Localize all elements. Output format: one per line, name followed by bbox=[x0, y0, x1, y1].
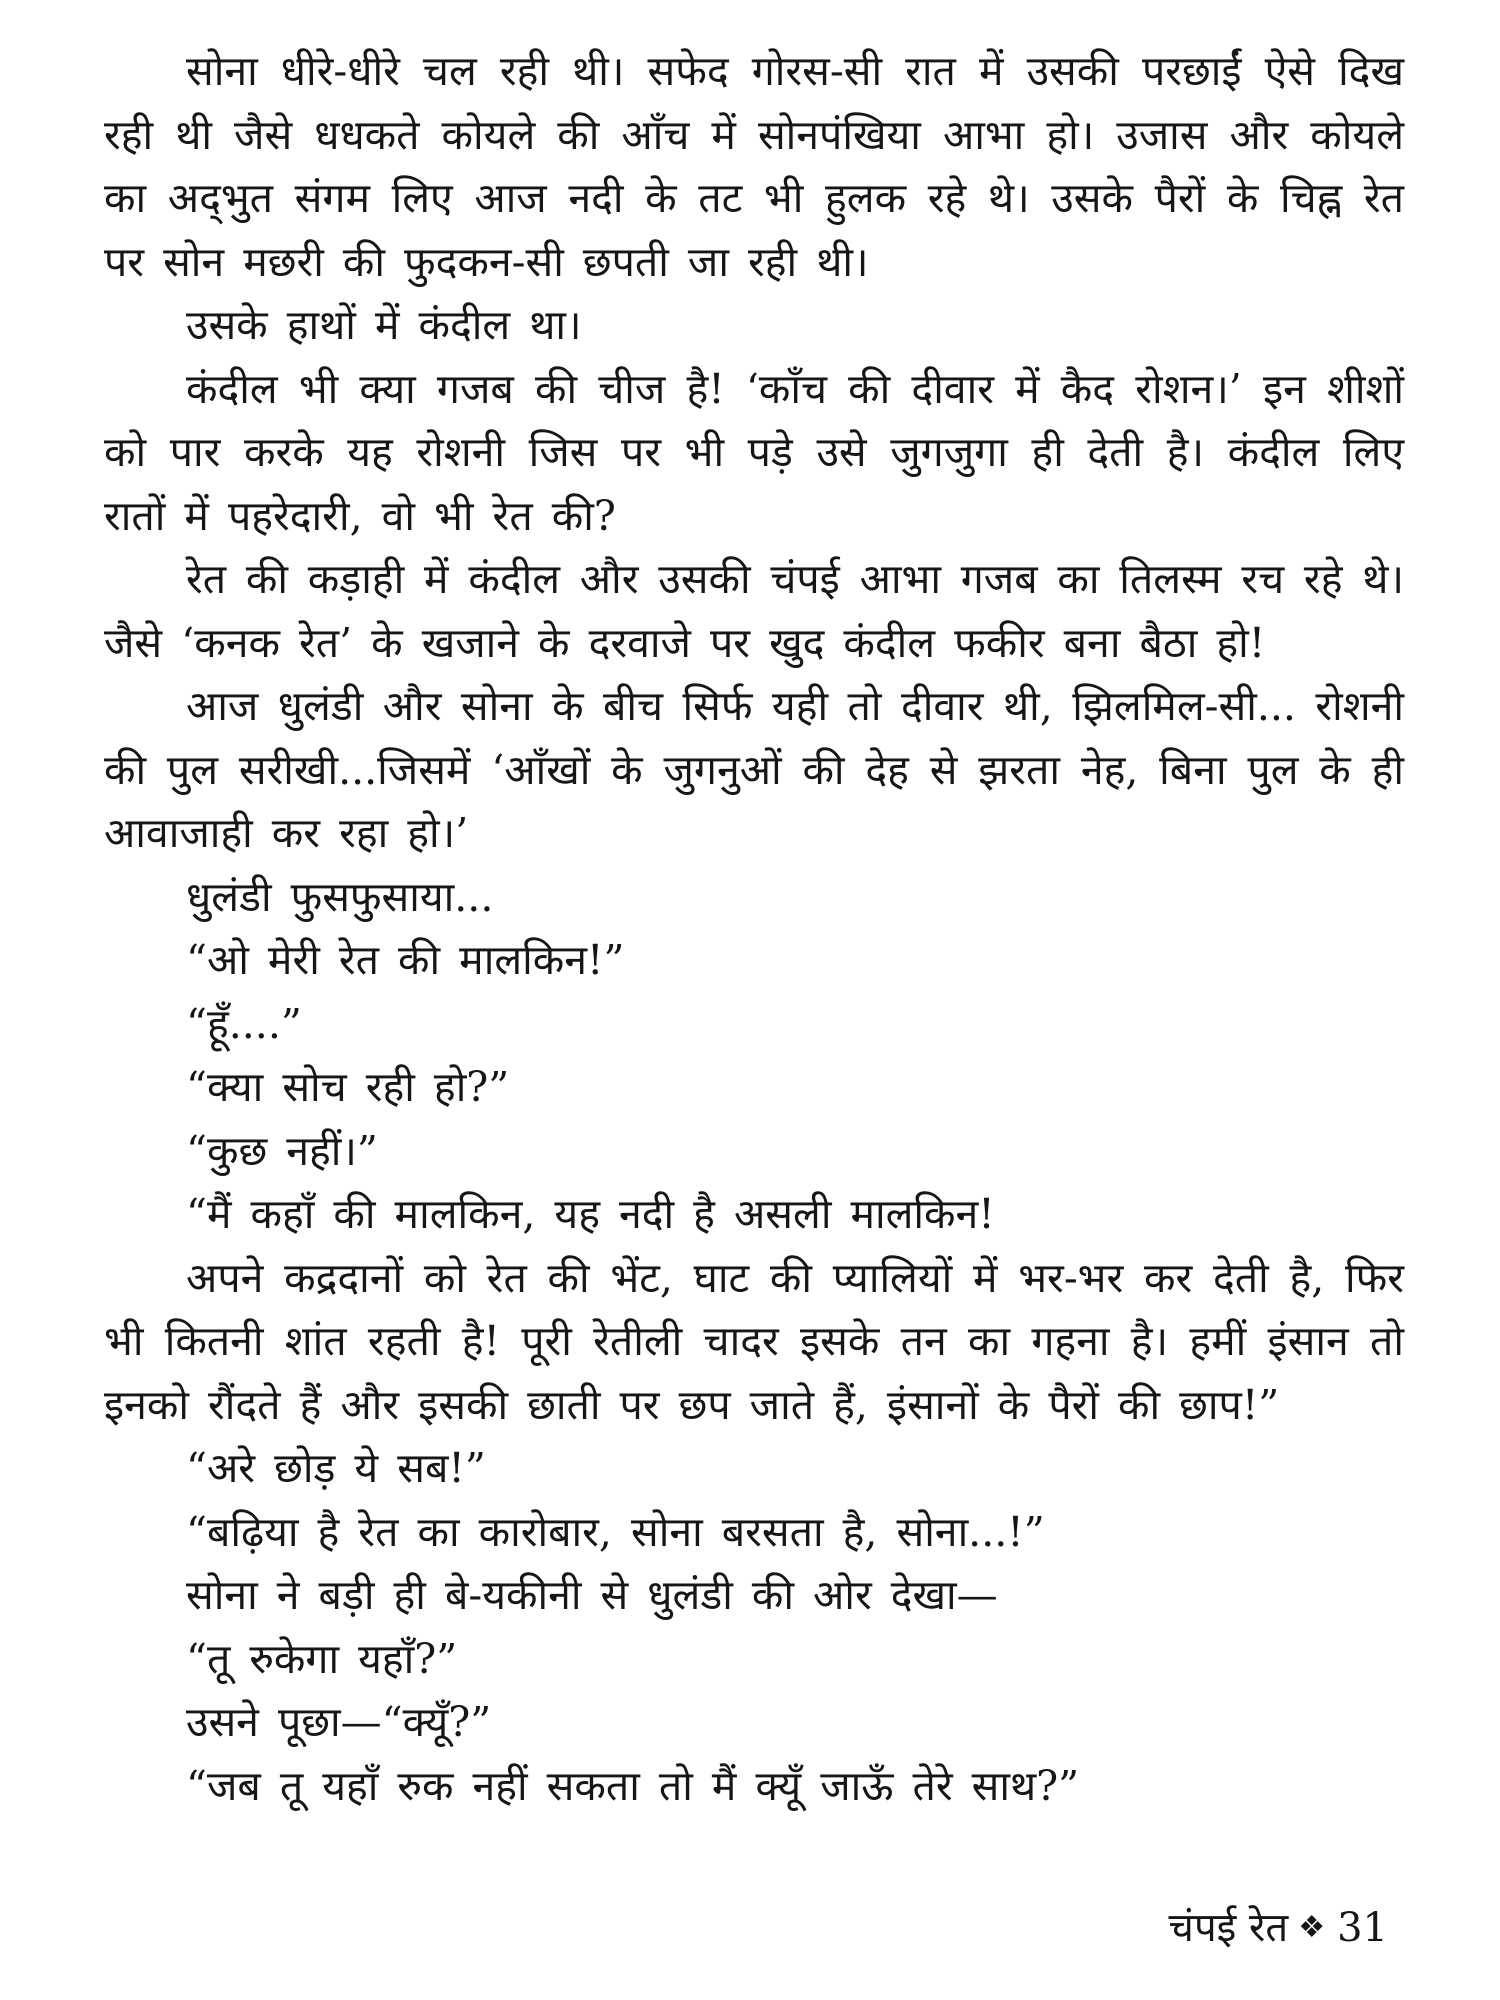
paragraph-lantern-wonder: कंदील भी क्या गजब की चीज है! ‘काँच की दीवार में कैद रोशन।’ इन शीशों को पार करके यह रोशनी जिस पर भी पड़े उसे जुगजुगा ही देती है। कंदील लिए रातों में पहरेदारी, वो भी रेत की? bbox=[104, 364, 1404, 540]
dialogue-line: “मैं कहाँ की मालकिन, यह नदी है असली मालकिन! bbox=[186, 1190, 995, 1238]
paragraph-shimmering-wall: आज धुलंडी और सोना के बीच सिर्फ यही तो दीवार थी, झिलमिल-सी... रोशनी की पुल सरीखी...जिसमें ‘आँखों के जुगनुओं की देह से झरता नेह, बिना पुल के ही आवाजाही कर रहा हो।’ bbox=[104, 682, 1404, 857]
page-footer bbox=[1169, 1903, 1388, 1953]
dialogue-line: “तू रुकेगा यहाँ?” bbox=[186, 1634, 458, 1683]
dialogue-line: “अरे छोड़ ये सब!” bbox=[186, 1444, 486, 1492]
dialogue-line: “क्या सोच रही हो?” bbox=[186, 1063, 510, 1111]
dialogue-line: उसने पूछा—“क्यूँ?” bbox=[186, 1698, 492, 1746]
paragraph-night-walk: सोना धीरे-धीरे चल रही थी। सफेद गोरस-सी रात में उसकी परछाईं ऐसे दिख रही थी जैसे धधकते कोयले की आँच में सोनपंखिया आभा हो। उजास और कोयले का अद्‌भुत संगम लिए आज नदी के तट भी हुलक रहे थे। उसके पैरों के चिह्न रेत पर सोन मछरी की फुदकन-सी छपती जा रही थी। bbox=[104, 47, 1404, 286]
dialogue-line: “हूँ....” bbox=[186, 999, 302, 1048]
dialogue-line: “ओ मेरी रेत की मालकिन!” bbox=[186, 936, 625, 984]
page-number: 31 bbox=[1337, 1905, 1388, 1951]
book-page bbox=[104, 40, 1404, 1940]
dialogue-line: “जब तू यहाँ रुक नहीं सकता तो मैं क्यूँ जाऊँ तेरे साथ?” bbox=[186, 1761, 1080, 1810]
paragraph-lantern-in-hand: उसके हाथों में कंदील था। bbox=[186, 301, 582, 349]
ornament-icon: ❖ bbox=[1298, 1910, 1326, 1945]
paragraph-sand-cauldron: रेत की कड़ाही में कंदील और उसकी चंपई आभा गजब का तिलस्म रच रहे थे। जैसे ‘कनक रेत’ के खजाने के दरवाजे पर खुद कंदील फकीर बना बैठा हो! bbox=[104, 555, 1404, 667]
dialogue-line: “बढ़िया है रेत का कारोबार, सोना बरसता है, सोना...!” bbox=[186, 1507, 1045, 1556]
dialogue-line: “कुछ नहीं।” bbox=[186, 1126, 378, 1175]
running-title: चंपई रेत bbox=[1168, 1905, 1289, 1951]
dialogue-line: सोना ने बड़ी ही बे-यकीनी से धुलंडी की ओर देखा— bbox=[186, 1571, 998, 1619]
dialogue-line: धुलंडी फुसफुसाया... bbox=[186, 872, 494, 921]
paragraph-river-owner: अपने कद्रदानों को रेत की भेंट, घाट की प्यालियों में भर-भर कर देती है, फिर भी कितनी शांत रहती है! पूरी रेतीली चादर इसके तन का गहना है। हमीं इंसान तो इनको रौंदते हैं और इसकी छाती पर छप जाते हैं, इंसानों के पैरों की छाप!” bbox=[104, 1253, 1404, 1429]
